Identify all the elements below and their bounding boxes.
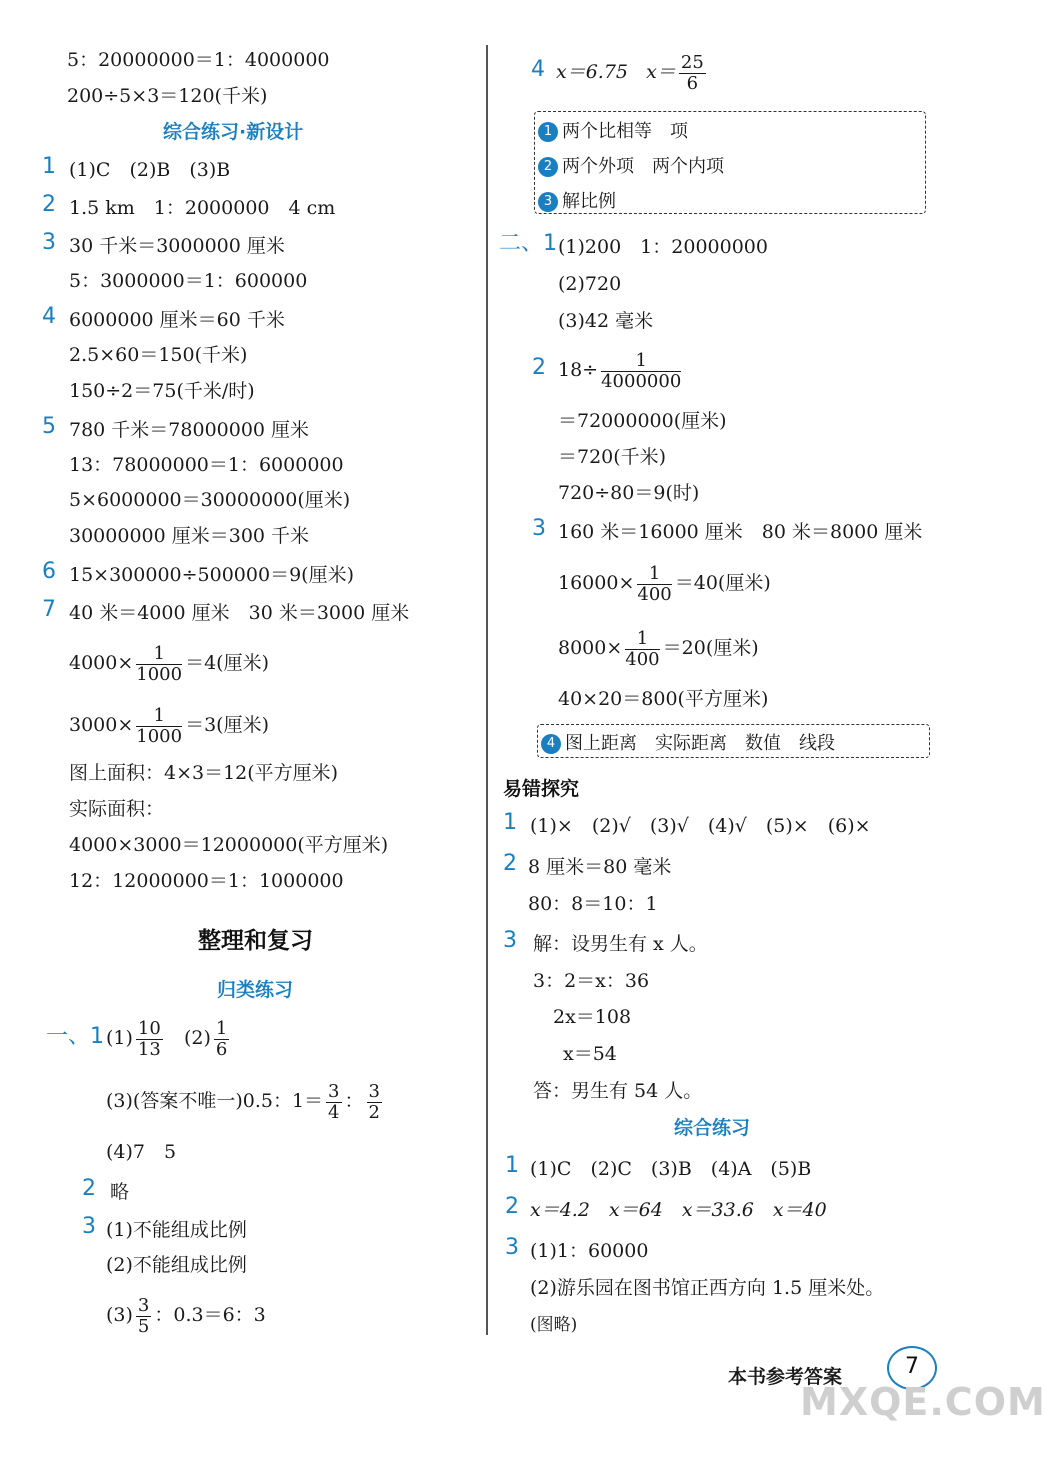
answer-line: 解：设男生有 x 人。 xyxy=(533,933,708,955)
answer-line: 30000000 厘米＝300 千米 xyxy=(69,525,310,547)
denominator: 5 xyxy=(137,1315,150,1337)
answer-line: (1)C (2)B (3)B xyxy=(69,159,231,181)
question-number: 1 xyxy=(505,1153,519,1178)
number-badge: 1 xyxy=(538,122,558,142)
answer-line: (1)× (2)√ (3)√ (4)√ (5)× (6)× xyxy=(530,815,871,837)
fraction xyxy=(136,706,182,747)
question-number: 3 xyxy=(42,230,56,255)
answer-line: (3)42 毫米 xyxy=(558,310,654,332)
summary-line xyxy=(538,117,688,143)
question-number: 1 xyxy=(503,810,517,835)
summary-line xyxy=(538,152,724,178)
denominator: 1000 xyxy=(136,663,183,685)
expr-text: (3)(答案不唯一)0.5：1＝ xyxy=(106,1090,324,1112)
denominator: 1000 xyxy=(136,725,183,747)
expr-text: ＝3(厘米) xyxy=(185,714,270,736)
answer-line: (2)游乐园在图书馆正西方向 1.5 厘米处。 xyxy=(530,1277,885,1299)
denominator: 4000000 xyxy=(601,370,682,392)
numerator: 3 xyxy=(328,1080,340,1102)
answer-line: 略 xyxy=(110,1181,130,1203)
fraction-line xyxy=(556,48,709,96)
fraction xyxy=(367,1082,382,1123)
numerator: 1 xyxy=(625,629,659,650)
section-title: 易错探究 xyxy=(503,778,580,800)
answer-line: ＝720(千米) xyxy=(558,446,667,468)
number-badge: 3 xyxy=(538,192,558,212)
question-number: 3 xyxy=(82,1214,96,1239)
answer-line: x＝54 xyxy=(563,1043,617,1065)
answer-line: 12：12000000＝1：1000000 xyxy=(69,870,344,892)
fraction-line xyxy=(558,559,771,607)
answer-line: 6000000 厘米＝60 千米 xyxy=(69,309,285,331)
question-number: 3 xyxy=(532,516,546,541)
fraction-line xyxy=(558,624,759,672)
answer-line: 4000×3000＝12000000(平方厘米) xyxy=(69,834,389,856)
denominator: 4 xyxy=(328,1101,340,1123)
question-number: 2 xyxy=(42,192,56,217)
expr-text: ：0.3＝6：3 xyxy=(154,1304,266,1326)
answer-line: 30 千米＝3000000 厘米 xyxy=(69,235,285,257)
expr-text: (1) xyxy=(106,1027,133,1049)
numerator: 1 xyxy=(136,644,182,665)
fraction-line xyxy=(106,1014,232,1062)
summary-line xyxy=(538,187,616,213)
answer-line: (1)200 1：20000000 xyxy=(558,236,768,258)
section-title: 综合练习·新设计 xyxy=(163,121,304,143)
fraction xyxy=(214,1019,229,1060)
expr-text: (2) xyxy=(183,1027,211,1049)
denominator: 6 xyxy=(686,72,699,94)
answer-line: 2x＝108 xyxy=(553,1006,632,1028)
number-badge: 4 xyxy=(541,734,561,754)
answer-line: 答：男生有 54 人。 xyxy=(533,1080,703,1102)
answer-line: 5：3000000＝1：600000 xyxy=(69,270,308,292)
answer-line: ＝72000000(厘米) xyxy=(558,410,727,432)
question-number: 3 xyxy=(505,1235,519,1260)
expr-text: 16000× xyxy=(558,572,635,594)
fraction-line xyxy=(106,1291,266,1339)
fraction xyxy=(601,351,681,392)
answer-line: (4)7 5 xyxy=(106,1141,177,1163)
column-divider xyxy=(486,45,488,1335)
expr-text: x＝ xyxy=(646,61,676,83)
answer-line: 720÷80＝9(时) xyxy=(558,482,700,504)
number-badge: 2 xyxy=(538,157,558,177)
numerator: 10 xyxy=(137,1017,161,1039)
fraction-line xyxy=(106,1077,385,1125)
expr-text: ＝4(厘米) xyxy=(185,652,270,674)
page-number: 7 xyxy=(887,1346,937,1390)
watermark: MXQE.COM xyxy=(800,1380,1046,1424)
numerator: 3 xyxy=(137,1294,150,1316)
answer-line: 80：8＝10：1 xyxy=(528,893,658,915)
summary-text: 两个比相等 项 xyxy=(562,121,688,142)
fraction xyxy=(679,53,706,94)
answer-line: 3：2＝x：36 xyxy=(533,970,650,992)
answer-line: 实际面积： xyxy=(69,798,165,820)
answer-line: (2)不能组成比例 xyxy=(106,1254,247,1276)
question-number: 6 xyxy=(42,559,56,584)
answer-line: (1)1：60000 xyxy=(530,1240,649,1262)
question-number: 2 xyxy=(503,851,517,876)
expr-text: 3000× xyxy=(69,714,134,736)
expr-text: (3) xyxy=(106,1304,133,1326)
question-number: 4 xyxy=(531,57,545,82)
denominator: 400 xyxy=(637,583,672,605)
denominator: 400 xyxy=(625,648,660,670)
summary-text: 图上距离 实际距离 数值 线段 xyxy=(565,733,835,754)
answer-line: 5×6000000＝30000000(厘米) xyxy=(69,489,351,511)
answer-line: 2.5×60＝150(千米) xyxy=(69,344,248,366)
part-label xyxy=(46,1025,104,1049)
text-line: 5：20000000＝1：4000000 xyxy=(67,49,330,71)
answer-line: 图上面积：4×3＝12(平方厘米) xyxy=(69,762,339,784)
question-number: 5 xyxy=(42,414,56,439)
answer-line: (图略) xyxy=(530,1315,578,1335)
section-title: 归类练习 xyxy=(217,979,294,1001)
expr-text: 4000× xyxy=(69,652,134,674)
summary-text: 两个外项 两个内项 xyxy=(562,156,724,177)
answer-line: 13：78000000＝1：6000000 xyxy=(69,454,344,476)
answer-line: (1)C (2)C (3)B (4)A (5)B xyxy=(530,1158,812,1180)
fraction-line xyxy=(69,639,269,687)
fraction xyxy=(136,1296,151,1337)
denominator: 13 xyxy=(137,1038,161,1060)
answer-line: (2)720 xyxy=(558,273,622,295)
answer-line: 40 米＝4000 厘米 30 米＝3000 厘米 xyxy=(69,602,410,624)
answer-line: 8 厘米＝80 毫米 xyxy=(528,856,672,878)
denominator: 6 xyxy=(215,1038,228,1060)
chapter-title: 整理和复习 xyxy=(198,928,313,954)
summary-line xyxy=(541,729,835,755)
question-number: 1 xyxy=(42,154,56,179)
part-label-text: 一、 xyxy=(46,1024,91,1049)
numerator: 25 xyxy=(680,51,704,73)
expr-text: ＝40(厘米) xyxy=(674,572,771,594)
section-title: 综合练习 xyxy=(674,1117,751,1139)
answer-line: 1.5 km 1：2000000 4 cm xyxy=(69,197,336,219)
fraction xyxy=(136,644,182,685)
numerator: 1 xyxy=(601,351,681,372)
question-number: 2 xyxy=(532,355,546,380)
answer-line: 160 米＝16000 厘米 80 米＝8000 厘米 xyxy=(558,521,923,543)
fraction-line xyxy=(558,346,684,394)
fraction xyxy=(326,1082,341,1123)
text-line: 200÷5×3＝120(千米) xyxy=(67,85,268,107)
question-number: 1 xyxy=(90,1024,105,1049)
part-label-text: 二、 xyxy=(499,231,544,256)
numerator: 1 xyxy=(637,564,671,585)
question-number: 3 xyxy=(503,928,517,953)
footer-label: 本书参考答案 xyxy=(728,1366,843,1388)
answer-line: 15×300000÷500000＝9(厘米) xyxy=(69,564,354,586)
expr-text: 18÷ xyxy=(558,359,599,381)
answer-line: 40×20＝800(平方厘米) xyxy=(558,688,769,710)
numerator: 1 xyxy=(136,706,182,727)
fraction-line xyxy=(69,701,269,749)
question-number: 2 xyxy=(82,1176,96,1201)
numerator: 3 xyxy=(368,1080,380,1102)
expr-text: x＝6.75 xyxy=(556,61,629,83)
fraction xyxy=(625,629,659,670)
question-number: 2 xyxy=(505,1194,519,1219)
question-number: 7 xyxy=(42,597,56,622)
part-label xyxy=(499,232,557,256)
answer-line: x＝4.2 x＝64 x＝33.6 x＝40 xyxy=(530,1199,827,1221)
fraction xyxy=(136,1019,163,1060)
summary-text: 解比例 xyxy=(562,191,616,212)
fraction xyxy=(637,564,671,605)
answer-line: (1)不能组成比例 xyxy=(106,1219,247,1241)
answer-line: 780 千米＝78000000 厘米 xyxy=(69,419,310,441)
question-number: 4 xyxy=(42,304,56,329)
denominator: 2 xyxy=(368,1101,380,1123)
expr-text: 8000× xyxy=(558,637,623,659)
numerator: 1 xyxy=(215,1017,228,1039)
expr-text: ＝20(厘米) xyxy=(662,637,759,659)
expr-text: ： xyxy=(344,1090,364,1112)
question-number: 1 xyxy=(543,231,558,256)
answer-line: 150÷2＝75(千米/时) xyxy=(69,380,255,402)
